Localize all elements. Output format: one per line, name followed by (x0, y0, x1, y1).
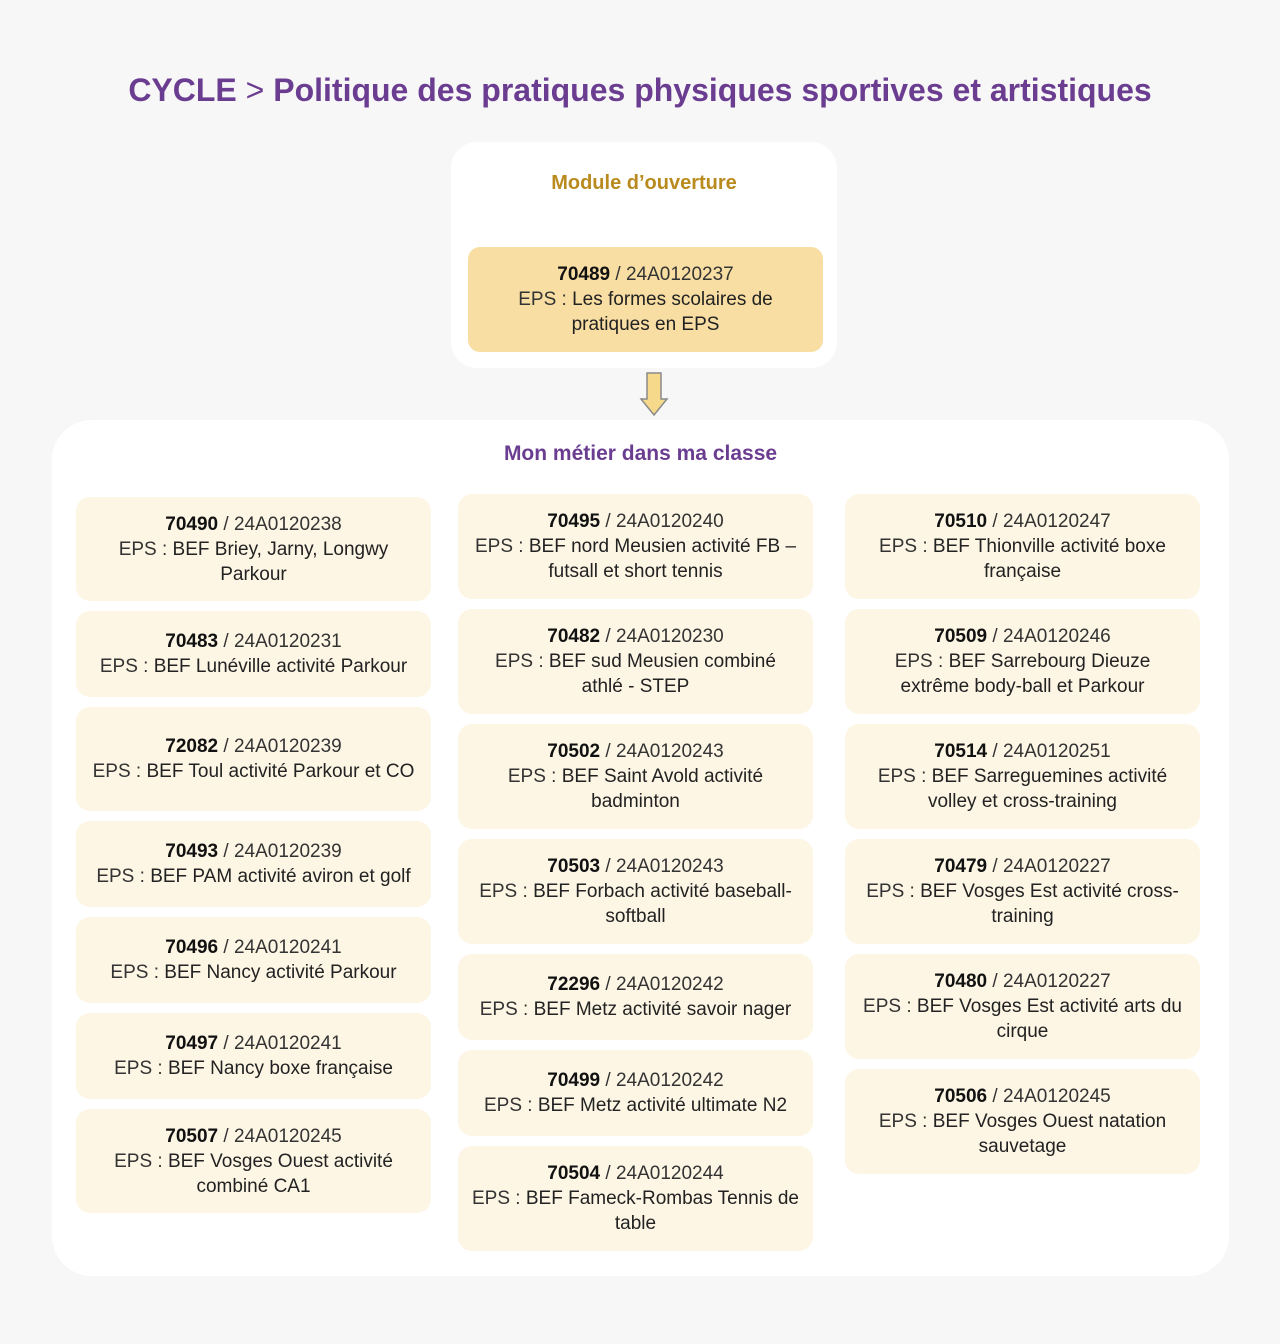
card-code: 70497 (165, 1033, 219, 1054)
opening-module-heading: Module d’ouverture (551, 172, 737, 194)
module-card (76, 821, 431, 907)
card-eps: EPS : (479, 881, 528, 902)
card-ref: / 24A0120240 (605, 511, 724, 532)
card-code: 70507 (165, 1125, 219, 1147)
card-label-line (90, 1149, 417, 1199)
card-ref: / 24A0120241 (223, 1033, 342, 1054)
card-eps: EPS : (110, 962, 159, 983)
card-label: BEF Toul activité Parkour et CO (146, 761, 415, 782)
module-card (845, 609, 1200, 714)
module-card (458, 1050, 813, 1136)
card-code-line (547, 1068, 723, 1093)
card-code-line (934, 509, 1110, 534)
card-label-line (96, 864, 410, 889)
card-label: BEF Vosges Ouest natation sauvetage (932, 1111, 1167, 1157)
card-label-line (859, 994, 1186, 1044)
module-card (458, 954, 813, 1040)
card-code: 70479 (934, 856, 988, 877)
card-ref: / 24A0120245 (992, 1086, 1111, 1107)
card-code: 70480 (934, 971, 988, 992)
card-ref: / 24A0120241 (223, 937, 342, 958)
module-card (845, 839, 1200, 944)
module-card (845, 954, 1200, 1059)
card-eps: EPS : (483, 1095, 533, 1116)
module-card (76, 611, 431, 697)
card-eps: EPS : (472, 1188, 521, 1209)
module-card (845, 1069, 1200, 1174)
card-code: 70502 (547, 741, 601, 762)
card-label: BEF Vosges Ouest activité combiné CA1 (167, 1150, 393, 1197)
card-code: 70489 (557, 264, 611, 285)
card-code-line (547, 624, 723, 649)
card-code: 70496 (165, 937, 219, 958)
card-label: BEF Sarrebourg Dieuze extrême body-ball et Parkour (900, 651, 1151, 697)
card-ref: / 24A0120246 (992, 626, 1111, 647)
card-code: 70490 (165, 513, 219, 535)
card-code: 70495 (547, 511, 601, 532)
card-code-line (165, 512, 341, 537)
card-label: BEF Briey, Jarny, Longwy Parkour (172, 538, 389, 585)
card-label-line (93, 759, 415, 784)
card-label: BEF Vosges Est activité cross-training (920, 881, 1179, 927)
card-code-line (547, 854, 723, 879)
card-label-line (472, 534, 799, 584)
card-label-line (472, 1186, 799, 1236)
card-label: BEF Lunéville activité Parkour (153, 656, 408, 677)
card-ref: / 24A0120239 (223, 736, 342, 757)
card-label: BEF Forbach activité baseball-softball (533, 881, 792, 927)
card-code-line (165, 1124, 341, 1149)
card-label-line (472, 764, 799, 814)
card-code: 70514 (934, 741, 988, 762)
down-arrow-icon (639, 372, 669, 416)
card-code: 72296 (547, 974, 601, 995)
card-label-line (480, 997, 792, 1022)
card-label-line (859, 1109, 1186, 1159)
card-ref: / 24A0120227 (992, 971, 1111, 992)
card-eps: EPS : (878, 1111, 928, 1132)
card-code-line (934, 969, 1110, 994)
card-code: 70482 (547, 626, 601, 647)
card-ref: / 24A0120237 (615, 264, 734, 285)
module-card (458, 1146, 813, 1251)
card-eps: EPS : (92, 761, 142, 782)
card-code-line (165, 1031, 341, 1056)
card-label-line (90, 537, 417, 587)
card-code: 70504 (547, 1163, 601, 1184)
module-column-3 (845, 494, 1200, 1174)
card-eps: EPS : (99, 656, 149, 677)
card-eps: EPS : (96, 866, 145, 887)
card-code-line (165, 935, 341, 960)
module-card (845, 494, 1200, 599)
card-code: 70499 (547, 1070, 601, 1091)
card-code: 70510 (934, 511, 988, 532)
card-ref: / 24A0120251 (992, 741, 1111, 762)
card-code-line (165, 839, 341, 864)
card-code-line (165, 734, 341, 759)
card-code-line (934, 624, 1110, 649)
card-label: BEF Metz activité savoir nager (533, 999, 792, 1020)
card-label: BEF Thionville activité boxe française (932, 536, 1166, 582)
classroom-panel (52, 420, 1229, 1276)
card-label: BEF Fameck-Rombas Tennis de table (525, 1188, 800, 1234)
card-code-line (934, 854, 1110, 879)
card-label: BEF sud Meusien combiné athlé - STEP (548, 651, 776, 697)
card-label-line (859, 879, 1186, 929)
card-code-line (934, 1084, 1110, 1109)
card-code: 72082 (165, 736, 219, 757)
card-ref: / 24A0120244 (605, 1163, 724, 1184)
card-eps: EPS : (877, 766, 927, 787)
module-card (458, 609, 813, 714)
card-eps: EPS : (114, 1150, 163, 1172)
card-code: 70503 (547, 856, 601, 877)
title-cycle: CYCLE (128, 72, 237, 108)
card-ref: / 24A0120242 (605, 974, 724, 995)
card-code-line (547, 972, 723, 997)
card-eps: EPS : (894, 651, 944, 672)
card-code: 70483 (165, 631, 219, 652)
card-ref: / 24A0120238 (223, 513, 342, 535)
card-eps: EPS : (507, 766, 557, 787)
title-text: Politique des pratiques physiques sportives et artistiques (273, 72, 1152, 108)
card-label: BEF PAM activité aviron et golf (150, 866, 411, 887)
card-ref: / 24A0120243 (605, 741, 724, 762)
module-column-1 (76, 497, 431, 1213)
card-code-line (934, 739, 1110, 764)
card-label-line (472, 649, 799, 699)
card-ref: / 24A0120247 (992, 511, 1111, 532)
card-label-line (110, 960, 396, 985)
card-code: 70506 (934, 1086, 988, 1107)
module-card (458, 494, 813, 599)
card-code-line (547, 1161, 723, 1186)
card-ref: / 24A0120230 (605, 626, 724, 647)
card-code: 70493 (165, 841, 219, 862)
card-eps: EPS : (474, 536, 524, 557)
card-label: BEF Sarreguemines activité volley et cross-training (927, 766, 1168, 812)
card-label: BEF Saint Avold activité badminton (561, 766, 764, 812)
card-label: BEF Nancy activité Parkour (164, 962, 397, 983)
module-card (76, 707, 431, 811)
card-eps: EPS : (879, 536, 928, 557)
card-ref: / 24A0120242 (605, 1070, 724, 1091)
card-eps: EPS : (118, 538, 168, 560)
module-card (76, 497, 431, 601)
card-label: BEF Metz activité ultimate N2 (537, 1095, 788, 1116)
card-code-line (547, 739, 723, 764)
card-label-line (472, 879, 799, 929)
card-ref: / 24A0120239 (223, 841, 342, 862)
card-eps: EPS : (495, 651, 544, 672)
classroom-heading: Mon métier dans ma classe (503, 442, 778, 465)
opening-module-panel (451, 142, 837, 368)
opening-module-card (468, 247, 823, 352)
card-label-line (859, 649, 1186, 699)
card-ref: / 24A0120231 (223, 631, 342, 652)
card-code: 70509 (934, 626, 988, 647)
card-eps: EPS : (518, 289, 567, 310)
card-label-line (484, 1093, 787, 1118)
card-ref: / 24A0120227 (992, 856, 1111, 877)
card-label: BEF nord Meusien activité FB – futsall et short tennis (528, 536, 797, 582)
module-card (76, 1013, 431, 1099)
card-label-line (859, 534, 1186, 584)
card-label: Les formes scolaires de pratiques en EPS (571, 289, 773, 335)
card-eps: EPS : (863, 996, 912, 1017)
card-label: BEF Nancy boxe française (167, 1058, 393, 1079)
module-card (76, 917, 431, 1003)
module-card (458, 724, 813, 829)
card-eps: EPS : (866, 881, 915, 902)
module-card (458, 839, 813, 944)
card-label: BEF Vosges Est activité arts du cirque (916, 996, 1182, 1042)
card-code-line (557, 262, 733, 287)
card-code-line (165, 629, 341, 654)
page-title (0, 72, 1280, 109)
card-ref: / 24A0120243 (605, 856, 724, 877)
module-column-2 (458, 494, 813, 1251)
card-label-line (482, 287, 809, 337)
card-eps: EPS : (479, 999, 529, 1020)
module-card (76, 1109, 431, 1213)
title-separator: > (245, 72, 265, 108)
card-ref: / 24A0120245 (223, 1125, 342, 1147)
card-eps: EPS : (114, 1058, 163, 1079)
module-card (845, 724, 1200, 829)
card-code-line (547, 509, 723, 534)
card-label-line (100, 654, 407, 679)
card-label-line (859, 764, 1186, 814)
card-label-line (114, 1056, 393, 1081)
